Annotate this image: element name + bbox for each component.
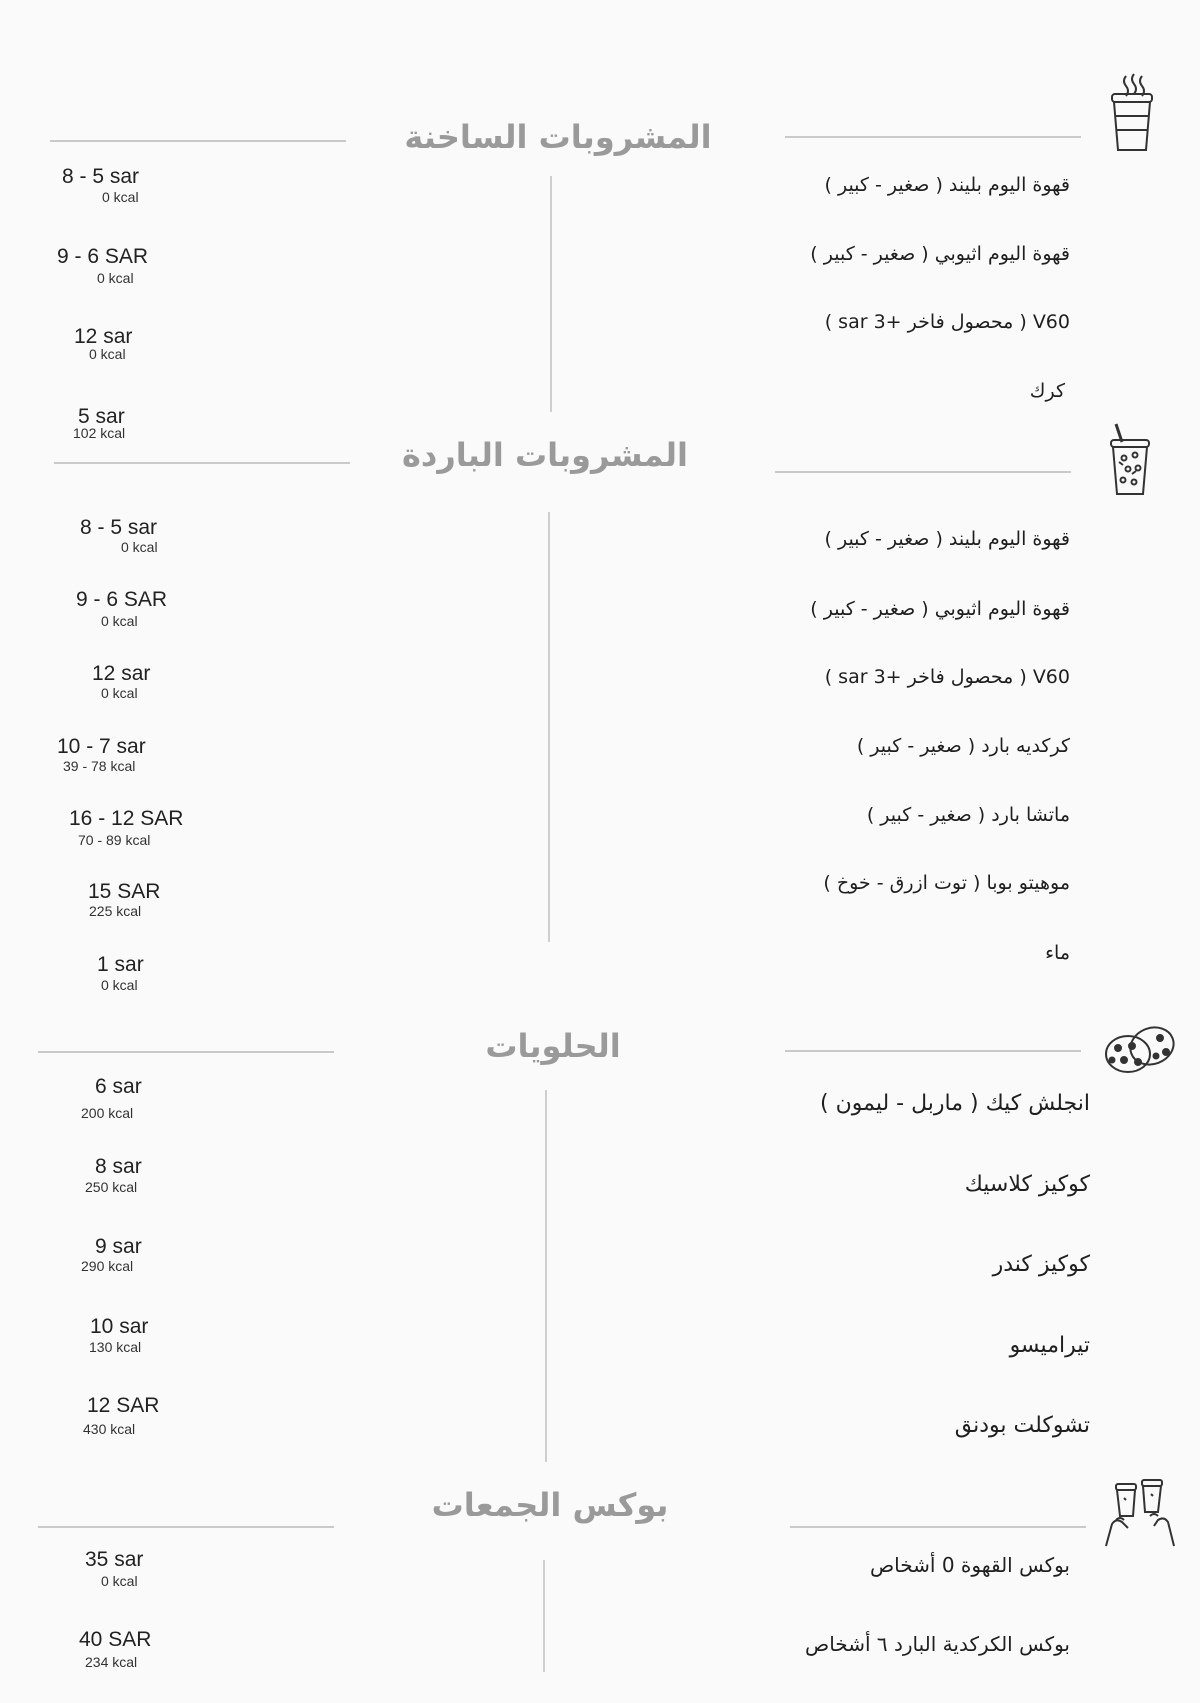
menu-item-price: 8 - 5 sar <box>80 516 158 539</box>
menu-item-kcal: 200 kcal <box>81 1105 134 1121</box>
column-divider <box>543 1560 545 1672</box>
cookies-icon <box>1102 1022 1178 1082</box>
menu-item-name: كركديه بارد ( صغير - كبير ) <box>856 735 1070 757</box>
menu-item-price: 1 sar <box>97 953 144 976</box>
divider <box>785 136 1081 138</box>
menu-item-price: 12 sar <box>92 662 151 685</box>
menu-item-name: قهوة اليوم بليند ( صغير - كبير ) <box>824 528 1070 550</box>
menu-item-kcal: 250 kcal <box>85 1179 138 1195</box>
menu-item-kcal: 0 kcal <box>89 346 126 362</box>
column-divider <box>550 176 552 412</box>
menu-item-kcal: 0 kcal <box>121 539 158 555</box>
iced-drink-cup-icon <box>1108 422 1152 502</box>
divider <box>775 471 1071 473</box>
menu-item-kcal: 130 kcal <box>89 1339 142 1355</box>
menu-item-kcal: 0 kcal <box>97 270 134 286</box>
menu-item-price: 8 - 5 sar <box>62 165 140 188</box>
hot-coffee-cup-icon <box>1108 72 1156 158</box>
divider <box>38 1051 334 1053</box>
menu-item-name: قهوة اليوم اثيوبي ( صغير - كبير ) <box>810 243 1070 265</box>
menu-item-price: 9 sar <box>95 1235 142 1258</box>
divider <box>38 1526 334 1528</box>
menu-item-kcal: 430 kcal <box>83 1421 136 1437</box>
menu-item-kcal: 0 kcal <box>101 1573 138 1589</box>
divider <box>54 462 350 464</box>
menu-item-price: 10 - 7 sar <box>57 735 146 758</box>
column-divider <box>548 512 550 942</box>
menu-item-price: 12 sar <box>74 325 133 348</box>
menu-item-name: قهوة اليوم بليند ( صغير - كبير ) <box>824 174 1070 196</box>
menu-item-kcal: 0 kcal <box>101 977 138 993</box>
menu-item-price: 35 sar <box>85 1548 144 1571</box>
section-title: بوكس الجمعات <box>431 1486 669 1524</box>
menu-item-name: كوكيز كلاسيك <box>964 1172 1090 1197</box>
section-title: المشروبات الساخنة <box>404 118 712 156</box>
menu-item-name: ماتشا بارد ( صغير - كبير ) <box>866 804 1070 826</box>
menu-item-price: 6 sar <box>95 1075 142 1098</box>
menu-item-name: كوكيز كندر <box>992 1252 1090 1277</box>
menu-item-kcal: 290 kcal <box>81 1258 134 1274</box>
divider <box>50 140 346 142</box>
menu-item-kcal: 0 kcal <box>101 613 138 629</box>
menu-item-name: كرك <box>1029 380 1065 402</box>
menu-item-name: تيراميسو <box>1009 1333 1090 1358</box>
section-title: المشروبات الباردة <box>402 436 688 474</box>
menu-item-kcal: 70 - 89 kcal <box>78 832 151 848</box>
menu-item-name: بوكس الكركدية البارد ٦ أشخاص <box>805 1632 1070 1656</box>
menu-item-price: 40 SAR <box>79 1628 152 1651</box>
menu-item-price: 5 sar <box>78 405 125 428</box>
menu-item-name: موهيتو بوبا ( توت ازرق - خوخ ) <box>823 872 1070 894</box>
menu-item-name: بوكس القهوة 0 أشخاص <box>869 1553 1070 1577</box>
menu-item-price: 12 SAR <box>87 1394 160 1417</box>
divider <box>790 1526 1086 1528</box>
menu-item-name: تشوكلت بودنق <box>954 1413 1090 1438</box>
menu-item-kcal: 39 - 78 kcal <box>63 758 136 774</box>
menu-item-kcal: 102 kcal <box>73 425 126 441</box>
cheers-cups-icon <box>1102 1476 1178 1552</box>
menu-item-price: 9 - 6 SAR <box>76 588 168 611</box>
column-divider <box>545 1090 547 1462</box>
menu-item-name: V60 ( محصول فاخر +3 sar ) <box>824 666 1070 688</box>
menu-item-name: قهوة اليوم اثيوبي ( صغير - كبير ) <box>810 598 1070 620</box>
menu-item-kcal: 0 kcal <box>102 189 139 205</box>
menu-item-name: V60 ( محصول فاخر +3 sar ) <box>824 311 1070 333</box>
menu-item-price: 8 sar <box>95 1155 142 1178</box>
menu-item-kcal: 0 kcal <box>101 685 138 701</box>
menu-item-price: 15 SAR <box>88 880 161 903</box>
menu-item-price: 16 - 12 SAR <box>69 807 184 830</box>
section-title: الحلويات <box>485 1027 621 1065</box>
menu-item-name: ماء <box>1045 942 1070 964</box>
divider <box>785 1050 1081 1052</box>
menu-item-name: انجلش كيك ( ماربل - ليمون ) <box>820 1091 1090 1116</box>
menu-item-kcal: 234 kcal <box>85 1654 138 1670</box>
menu-item-price: 9 - 6 SAR <box>57 245 149 268</box>
menu-item-price: 10 sar <box>90 1315 149 1338</box>
menu-item-kcal: 225 kcal <box>89 903 142 919</box>
